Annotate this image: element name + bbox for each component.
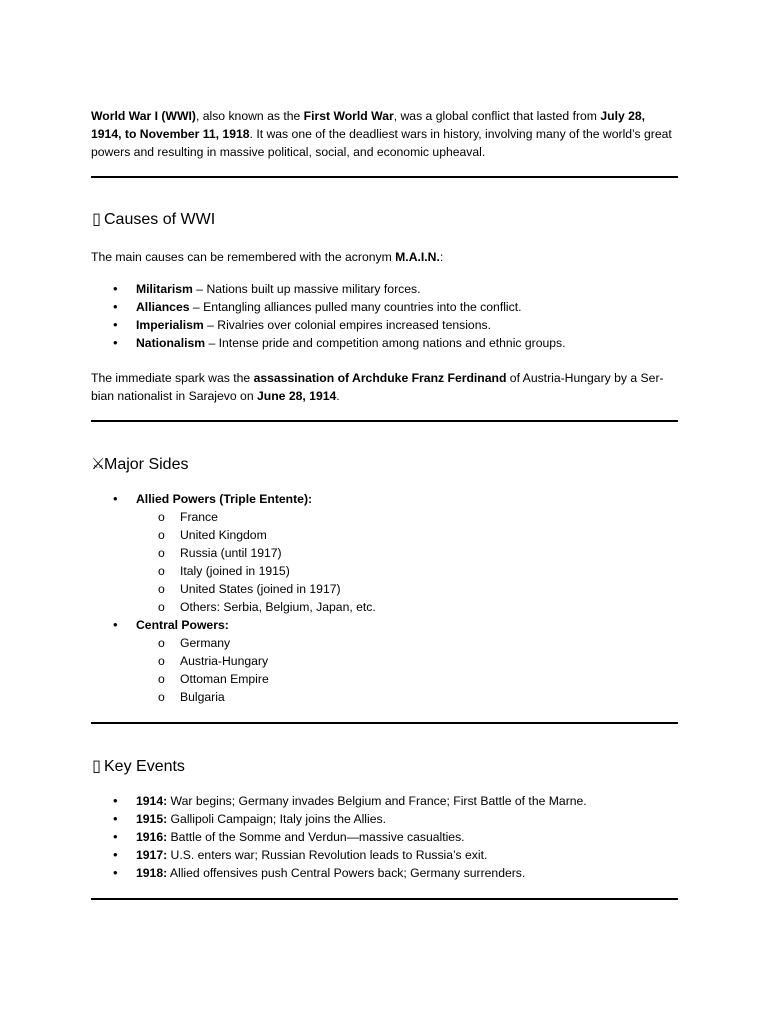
cause-desc: – Intense pride and competition among nations and ethnic groups. xyxy=(205,336,566,350)
causes-lead xyxy=(91,248,678,266)
missing-glyph-icon: ▯ xyxy=(92,758,101,775)
crossed-swords-icon: ⚔ xyxy=(91,456,106,473)
list-item: o Italy (joined in 1915) xyxy=(91,562,678,580)
cause-term: Nationalism xyxy=(136,336,206,350)
spark-bold-assassination: assassination of Archduke Franz Ferdinand xyxy=(253,371,507,385)
intro-paragraph xyxy=(91,107,678,161)
list-item: o United Kingdom xyxy=(91,526,678,544)
event-desc: Gallipoli Campaign; Italy joins the Allies. xyxy=(167,812,386,826)
document-content xyxy=(91,107,678,900)
event-year: 1917: xyxy=(136,848,168,862)
central-powers-label: Central Powers: xyxy=(136,618,229,632)
list-item: o Russia (until 1917) xyxy=(91,544,678,562)
event-desc: War begins; Germany invades Belgium and France; First Battle of the Marne. xyxy=(167,794,587,808)
causes-acronym: M.A.I.N. xyxy=(395,250,440,264)
missing-glyph-icon: ▯ xyxy=(92,211,101,228)
intro-bold-first-world-war: First World War xyxy=(303,109,394,123)
causes-heading-text: Causes of WWI xyxy=(104,211,216,228)
horizontal-rule xyxy=(91,420,678,422)
spark-text-1: The immediate spark was the xyxy=(91,371,254,385)
events-list xyxy=(91,792,678,882)
intro-text-2: , was a global conflict that lasted from xyxy=(393,109,601,123)
list-item: o Austria-Hungary xyxy=(91,652,678,670)
list-item xyxy=(91,828,678,846)
event-year: 1918: xyxy=(136,866,168,880)
causes-heading xyxy=(91,209,678,231)
list-item xyxy=(91,864,678,882)
central-members-list xyxy=(136,634,678,706)
list-item xyxy=(91,490,678,616)
event-year: 1916: xyxy=(136,830,168,844)
horizontal-rule xyxy=(91,176,678,178)
causes-list xyxy=(91,280,678,352)
sides-list xyxy=(91,490,678,706)
horizontal-rule xyxy=(91,898,678,900)
intro-bold-dates: July 28, 1914, to November 11, 1918 xyxy=(91,109,646,141)
causes-lead-end: : xyxy=(439,250,444,264)
spark-paragraph xyxy=(91,369,678,405)
cause-desc: – Rivalries over colonial empires increased tensions. xyxy=(203,318,491,332)
list-item xyxy=(91,616,678,706)
sides-heading xyxy=(91,454,678,476)
event-year: 1914: xyxy=(136,794,168,808)
list-item xyxy=(91,334,678,352)
list-item xyxy=(91,792,678,810)
cause-term: Alliances xyxy=(136,300,190,314)
intro-bold-wwi: World War I (WWI) xyxy=(91,109,196,123)
list-item: o Others: Serbia, Belgium, Japan, etc. xyxy=(91,598,678,616)
intro-text-1: , also known as the xyxy=(195,109,304,123)
sides-heading-text: Major Sides xyxy=(104,456,189,473)
list-item xyxy=(91,810,678,828)
list-item: o France xyxy=(91,508,678,526)
cause-term: Imperialism xyxy=(136,318,204,332)
horizontal-rule xyxy=(91,722,678,724)
event-desc: Battle of the Somme and Verdun—massive casualties. xyxy=(167,830,465,844)
spark-text-3: . xyxy=(336,389,340,403)
intro-text-3: . It was one of the deadliest wars in history, involving many of the world’s great powers and resulting in massive political, social, and economic upheaval. xyxy=(91,127,672,159)
list-item: o United States (joined in 1917) xyxy=(91,580,678,598)
list-item xyxy=(91,316,678,334)
event-year: 1915: xyxy=(136,812,168,826)
spark-text-2: of Austria-Hungary by a Ser-bian nationalist in Sarajevo on xyxy=(91,371,664,403)
event-desc: U.S. enters war; Russian Revolution leads to Russia’s exit. xyxy=(167,848,488,862)
spark-bold-date: June 28, 1914 xyxy=(257,389,337,403)
events-heading xyxy=(91,756,678,778)
list-item: o Germany xyxy=(91,634,678,652)
list-item xyxy=(91,280,678,298)
list-item xyxy=(91,846,678,864)
list-item: o Ottoman Empire xyxy=(91,670,678,688)
cause-term: Militarism xyxy=(136,282,193,296)
event-desc: Allied offensives push Central Powers back; Germany surrenders. xyxy=(167,866,526,880)
list-item: o Bulgaria xyxy=(91,688,678,706)
cause-desc: – Nations built up massive military forces. xyxy=(192,282,421,296)
events-heading-text: Key Events xyxy=(104,758,185,775)
allied-members-list xyxy=(136,508,678,616)
causes-lead-text: The main causes can be remembered with the acronym xyxy=(91,250,396,264)
allied-powers-label: Allied Powers (Triple Entente): xyxy=(136,492,313,506)
cause-desc: – Entangling alliances pulled many countries into the conflict. xyxy=(189,300,522,314)
list-item xyxy=(91,298,678,316)
